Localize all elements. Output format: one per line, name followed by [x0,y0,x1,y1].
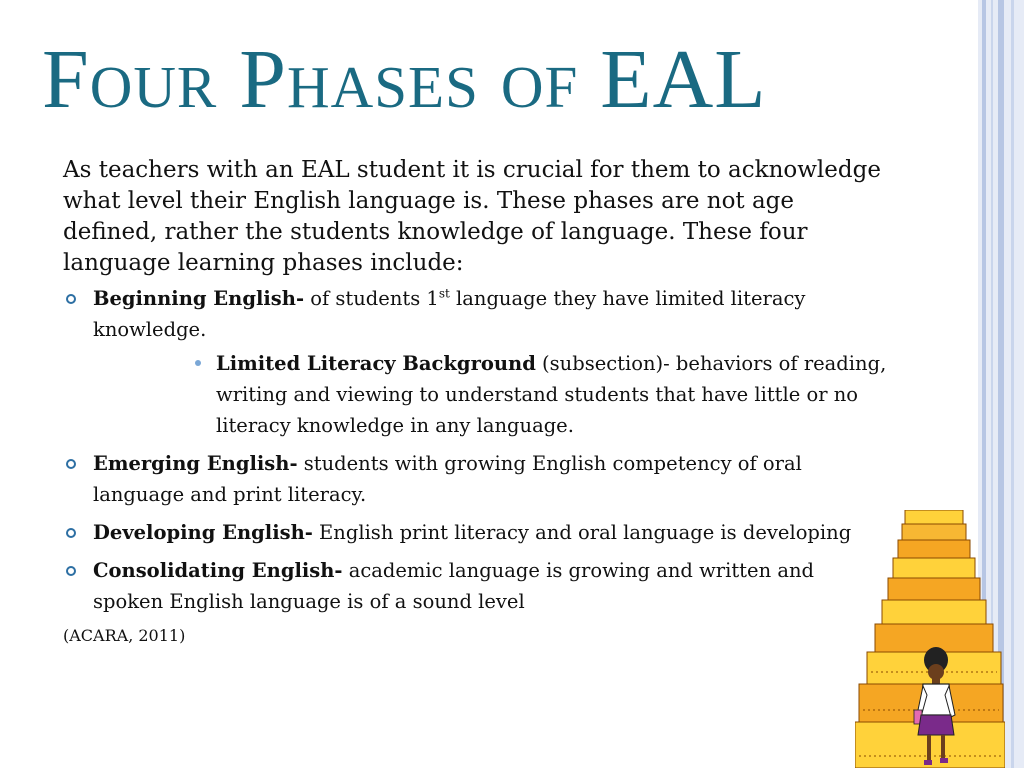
slide-content [63,155,887,648]
phase-term: Consolidating English- [93,559,343,582]
list-item-emerging-english [63,448,883,510]
slide-title: Four Phases of EAL [42,33,767,126]
phase-description: of students 1 [304,287,439,310]
bullet-icon [66,459,76,469]
superscript: st [438,286,450,301]
bullet-icon [66,294,76,304]
list-item-beginning-english [63,283,887,441]
sub-bullet-icon [195,360,201,366]
phase-description: students with growing English competency of oral language and print literacy. [93,452,802,506]
list-item-developing-english [63,517,883,548]
phase-description: academic language is growing and written and spoken English language is of a sound level [93,559,814,613]
citation: (ACARA, 2011) [63,626,186,645]
phase-term: Emerging English- [93,452,298,475]
intro-paragraph: As teachers with an EAL student it is crucial for them to acknowledge what level their English language is. These phases are not age defined, rather the students knowledge of language. These four language learning phases include: [63,157,881,276]
phase-description: English print literacy and oral language is developing [312,521,852,544]
phase-list [63,283,887,617]
phase-term: Developing English- [93,521,313,544]
sub-list-item-limited-literacy [186,348,906,441]
staircase-illustration [855,510,1005,768]
sub-list [93,348,887,441]
phase-term: Beginning English- [93,287,305,310]
phase-description-continued: language they have limited literacy knowledge. [93,287,806,341]
sub-description: (subsection)- behaviors of reading, writing and viewing to understand students that have little or no literacy knowledge in any language. [216,352,887,437]
sub-term: Limited Literacy Background [216,352,536,375]
bullet-icon [66,528,76,538]
list-item-consolidating-english [63,555,883,617]
bullet-icon [66,566,76,576]
